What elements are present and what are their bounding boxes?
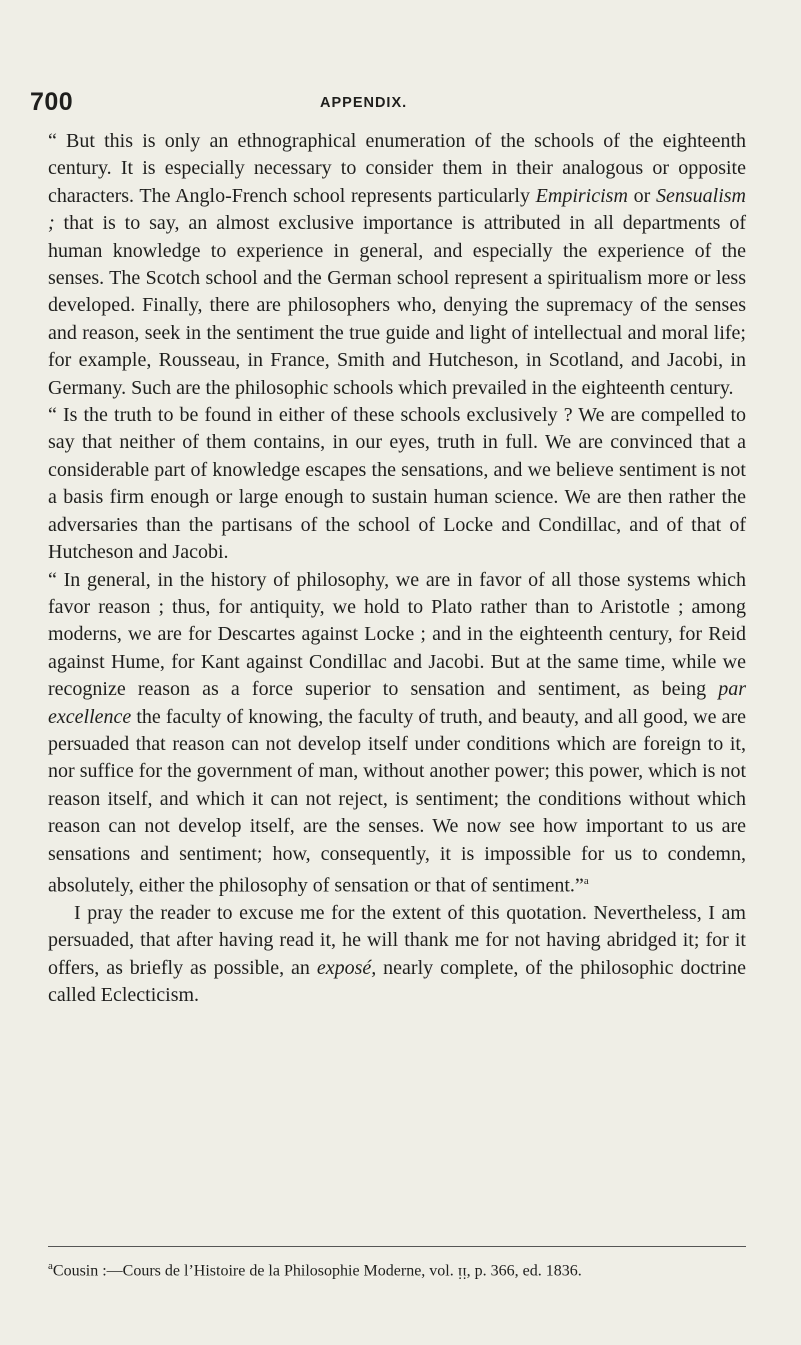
footnote-reference[interactable]: a — [583, 874, 589, 887]
page-header — [30, 88, 746, 118]
emphasis-empiricism: Empiricism — [535, 184, 628, 207]
paragraph-3: “ In general, in the history of philosophy, we are in favor of all those systems which favor reason ; thus, for antiquity, we hold to Plato rather than to Aristotle ; among moderns, we are for Descartes against Locke ; and in the eighteenth century, for Reid against Hume, for Kant against Condillac and Jacobi. But at the same time, while we recognize reason as a force superior to sensation and sentiment, as being par excellence the faculty of knowing, the faculty of truth, and beauty, and all good, we are persuaded that reason can not develop itself under conditions which are foreign to it, nor suffice for the government of man, without another power; this power, which is not reason itself, and which it can not reject, is sentiment; the conditions without which reason can not develop itself, are the senses. We now see how important to us are sensations and sentiment; how, consequently, it is impossible for us to condemn, absolutely, either the philosophy of sensation or that of sentiment.”$^a$ — [48, 568, 746, 897]
footnote-text: Cousin :—Cours de l’Histoire de la Philosophie Moderne, vol. ᴉᴉ, p. 366, ed. 1836. — [52, 1262, 582, 1280]
paragraph-2: “ Is the truth to be found in either of these schools exclusively ? We are compelled to say that neither of them contains, in our eyes, truth in full. We are convinced that a considerable part of knowledge escapes the sensations, and we believe sentiment is not a basis firm enough or large enough to sustain human science. We are then rather the adversaries than the partisans of the school of Locke and Condillac, and of that of Hutcheson and Jacobi. — [48, 404, 746, 564]
footnote-mark: a — [48, 1260, 53, 1272]
emphasis-expose: exposé, — [316, 956, 377, 979]
page-number: 700 — [30, 88, 74, 116]
footnote-divider — [48, 1246, 746, 1247]
emphasis-par-excellence: par excellence — [48, 678, 746, 728]
emphasis-sensualism: Sensualism ; — [48, 184, 746, 235]
paragraph-1: “ But this is only an ethnographical enumeration of the schools of the eighteenth century. It is especially necessary to consider them in their analogous or opposite characters. The Anglo-French school represents particularly Empiricism or Sensualism ; that is to say, an almost exclusive importance is attributed in all departments of human knowledge to experience in general, and especially the experience of the senses. The Scotch school and the German school represent a spiritualism more or less developed. Finally, there are philosophers who, denying the supremacy of the senses and reason, seek in the sentiment the true guide and light of intellectual and moral life; for example, Rousseau, in France, Smith and Hutcheson, in Scotland, and Jacobi, in Germany. Such are the philosophic schools which prevailed in the eighteenth century. — [48, 130, 746, 399]
paragraph-4: I pray the reader to excuse me for the extent of this quotation. Nevertheless, I am persuaded, that after having read it, he will thank me for not having abridged it; for it offers, as briefly as possible, an exposé, nearly complete, of the philosophic doctrine called Eclecticism. — [48, 902, 746, 1007]
footnote — [48, 1256, 746, 1281]
running-title: APPENDIX. — [320, 95, 408, 111]
body-text — [48, 128, 746, 1010]
